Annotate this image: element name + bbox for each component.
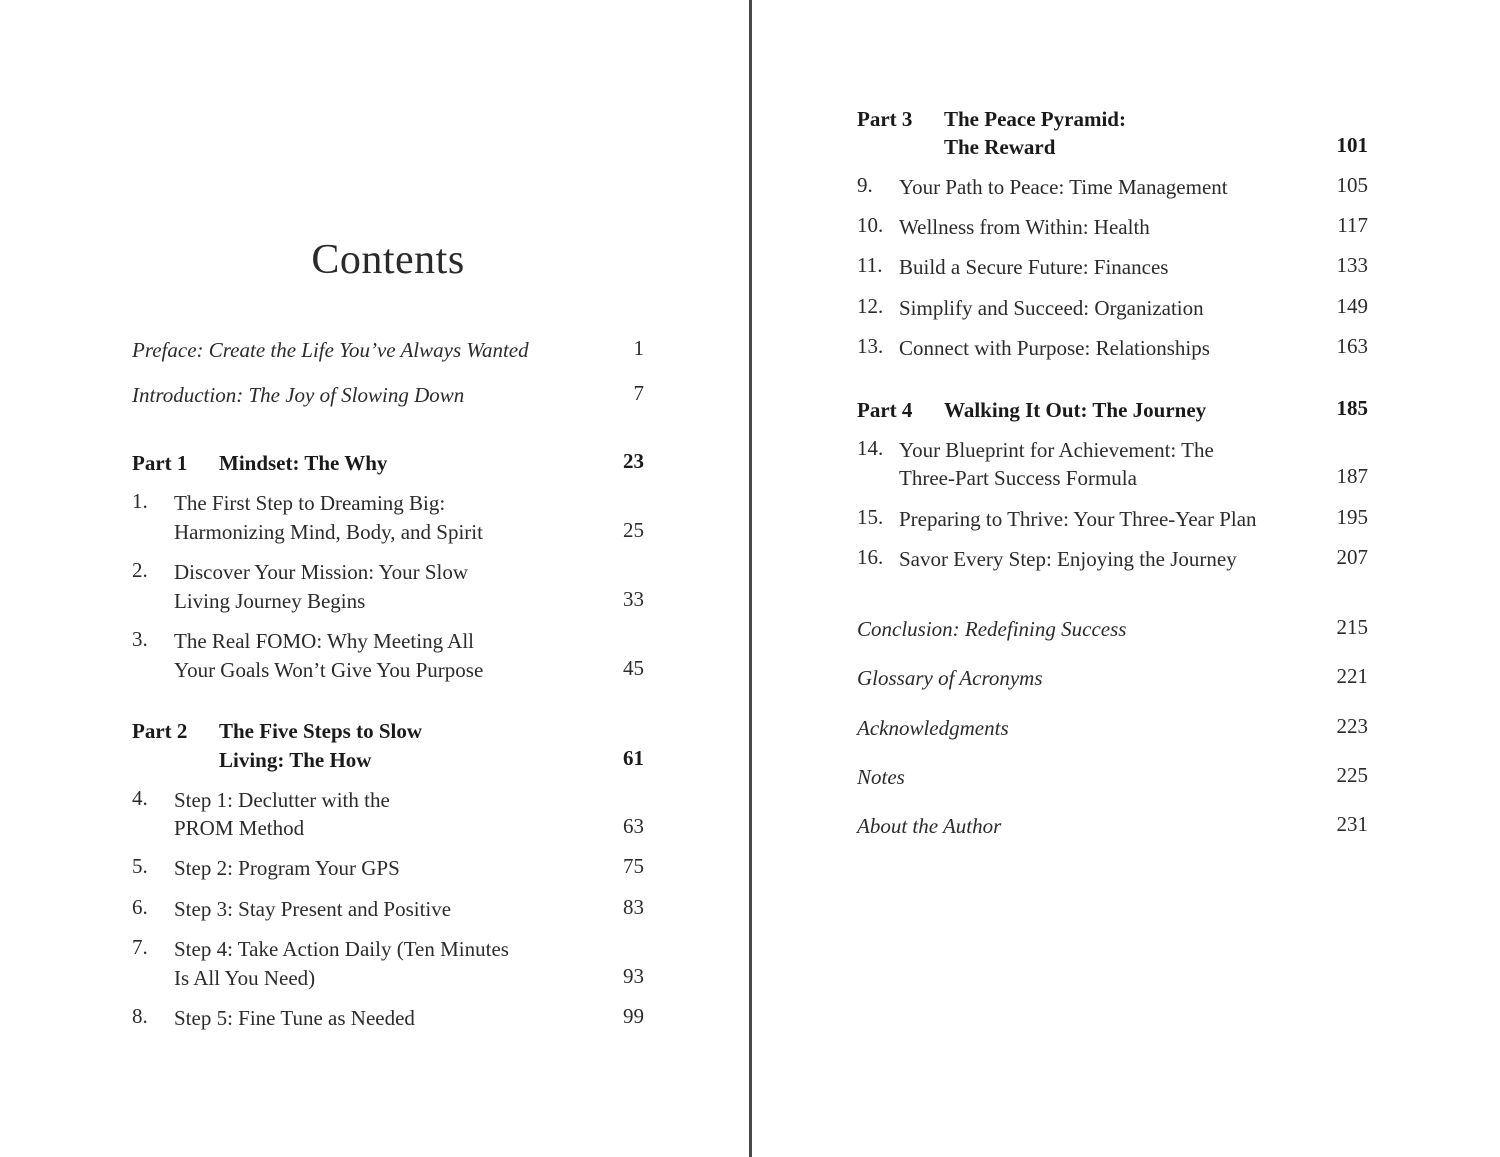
toc-part-3-page: 101 bbox=[1336, 133, 1368, 157]
toc-notes-title: Notes bbox=[857, 765, 905, 789]
toc-chapter-3-number: 3. bbox=[132, 627, 148, 651]
toc-chapter-10-number: 10. bbox=[857, 213, 884, 237]
toc-chapter-8-line-1: Step 5: Fine Tune as Needed bbox=[174, 1006, 415, 1030]
toc-part-3-label: Part 3 bbox=[857, 107, 913, 131]
toc-chapter-4-line-1: Step 1: Declutter with the bbox=[174, 788, 390, 812]
toc-part-3-title-line-2: The Reward bbox=[944, 135, 1056, 159]
toc-chapter-11-page: 133 bbox=[1336, 253, 1368, 277]
toc-chapter-14-line-1: Your Blueprint for Achievement: The bbox=[899, 438, 1214, 462]
toc-chapter-4-page: 63 bbox=[623, 814, 644, 838]
toc-chapter-11-line-1: Build a Secure Future: Finances bbox=[899, 255, 1169, 279]
toc-chapter-4-line-2: PROM Method bbox=[174, 816, 305, 840]
toc-part-2-page: 61 bbox=[623, 746, 644, 770]
toc-conclusion-title: Conclusion: Redefining Success bbox=[857, 617, 1127, 641]
toc-preface-page: 1 bbox=[633, 336, 644, 360]
toc-chapter-14-line-2: Three-Part Success Formula bbox=[899, 466, 1137, 490]
toc-introduction-page: 7 bbox=[633, 381, 644, 405]
toc-about-author-page: 231 bbox=[1336, 812, 1368, 836]
toc-chapter-10-page: 117 bbox=[1337, 213, 1368, 237]
toc-part-2-title-line-1: The Five Steps to Slow bbox=[219, 719, 423, 743]
toc-chapter-2-number: 2. bbox=[132, 558, 148, 582]
toc-part-4-page: 185 bbox=[1336, 396, 1368, 420]
toc-chapter-4-number: 4. bbox=[132, 786, 148, 810]
toc-about-author-title: About the Author bbox=[857, 814, 1002, 838]
toc-chapter-14-number: 14. bbox=[857, 436, 884, 460]
toc-chapter-2-line-1: Discover Your Mission: Your Slow bbox=[174, 560, 469, 584]
toc-chapter-1-line-2: Harmonizing Mind, Body, and Spirit bbox=[174, 520, 483, 544]
toc-chapter-5-number: 5. bbox=[132, 854, 148, 878]
toc-chapter-12-number: 12. bbox=[857, 294, 884, 318]
toc-chapter-7-line-1: Step 4: Take Action Daily (Ten Minutes bbox=[174, 937, 509, 961]
toc-chapter-3-line-1: The Real FOMO: Why Meeting All bbox=[174, 629, 474, 653]
toc-chapter-16-line-1: Savor Every Step: Enjoying the Journey bbox=[899, 547, 1237, 571]
toc-part-3-title-line-1: The Peace Pyramid: bbox=[944, 107, 1126, 131]
toc-chapter-12-line-1: Simplify and Succeed: Organization bbox=[899, 296, 1204, 320]
toc-chapter-5-line-1: Step 2: Program Your GPS bbox=[174, 856, 400, 880]
toc-chapter-8-page: 99 bbox=[623, 1004, 644, 1028]
toc-chapter-2-page: 33 bbox=[623, 587, 644, 611]
toc-chapter-7-page: 93 bbox=[623, 964, 644, 988]
toc-chapter-15-number: 15. bbox=[857, 505, 884, 529]
toc-part-1-title: Mindset: The Why bbox=[219, 451, 388, 475]
toc-part-4-title: Walking It Out: The Journey bbox=[944, 398, 1207, 422]
toc-chapter-1-page: 25 bbox=[623, 518, 644, 542]
toc-introduction-title: Introduction: The Joy of Slowing Down bbox=[132, 383, 465, 407]
toc-chapter-6-line-1: Step 3: Stay Present and Positive bbox=[174, 897, 452, 921]
toc-notes-page: 225 bbox=[1336, 763, 1368, 787]
toc-chapter-9-line-1: Your Path to Peace: Time Management bbox=[899, 175, 1228, 199]
toc-chapter-13-line-1: Connect with Purpose: Relationships bbox=[899, 336, 1210, 360]
toc-chapter-10-line-1: Wellness from Within: Health bbox=[899, 215, 1150, 239]
toc-chapter-1-line-1: The First Step to Dreaming Big: bbox=[174, 491, 446, 515]
toc-part-1-label: Part 1 bbox=[132, 451, 188, 475]
toc-chapter-16-page: 207 bbox=[1336, 545, 1368, 569]
toc-part-2-title-line-2: Living: The How bbox=[219, 748, 372, 772]
toc-chapter-6-number: 6. bbox=[132, 895, 148, 919]
toc-chapter-7-line-2: Is All You Need) bbox=[174, 966, 316, 990]
toc-chapter-12-page: 149 bbox=[1336, 294, 1368, 318]
toc-preface-title: Preface: Create the Life You’ve Always Wanted bbox=[132, 338, 529, 362]
toc-acknowledgments-title: Acknowledgments bbox=[857, 716, 1009, 740]
toc-conclusion-page: 215 bbox=[1336, 615, 1368, 639]
toc-part-2-label: Part 2 bbox=[132, 719, 188, 743]
toc-acknowledgments-page: 223 bbox=[1336, 714, 1368, 738]
toc-chapter-13-page: 163 bbox=[1336, 334, 1368, 358]
toc-chapter-15-page: 195 bbox=[1336, 505, 1368, 529]
toc-chapter-14-page: 187 bbox=[1336, 464, 1368, 488]
toc-chapter-3-page: 45 bbox=[623, 656, 644, 680]
toc-chapter-2-line-2: Living Journey Begins bbox=[174, 589, 366, 613]
toc-chapter-11-number: 11. bbox=[857, 253, 883, 277]
toc-chapter-8-number: 8. bbox=[132, 1004, 148, 1028]
toc-chapter-16-number: 16. bbox=[857, 545, 884, 569]
toc-part-4-label: Part 4 bbox=[857, 398, 913, 422]
right-page bbox=[752, 0, 1500, 1157]
toc-chapter-9-page: 105 bbox=[1336, 173, 1368, 197]
toc-glossary-page: 221 bbox=[1336, 664, 1368, 688]
toc-chapter-13-number: 13. bbox=[857, 334, 884, 358]
toc-chapter-15-line-1: Preparing to Thrive: Your Three-Year Plan bbox=[899, 507, 1257, 531]
toc-chapter-3-line-2: Your Goals Won’t Give You Purpose bbox=[174, 658, 484, 682]
toc-part-1-page: 23 bbox=[623, 449, 644, 473]
toc-glossary-title: Glossary of Acronyms bbox=[857, 666, 1043, 690]
toc-chapter-1-number: 1. bbox=[132, 489, 148, 513]
toc-chapter-6-page: 83 bbox=[623, 895, 644, 919]
contents-title: Contents bbox=[311, 237, 465, 283]
left-page bbox=[0, 0, 748, 1157]
toc-chapter-9-number: 9. bbox=[857, 173, 873, 197]
toc-chapter-7-number: 7. bbox=[132, 935, 148, 959]
toc-chapter-5-page: 75 bbox=[623, 854, 644, 878]
